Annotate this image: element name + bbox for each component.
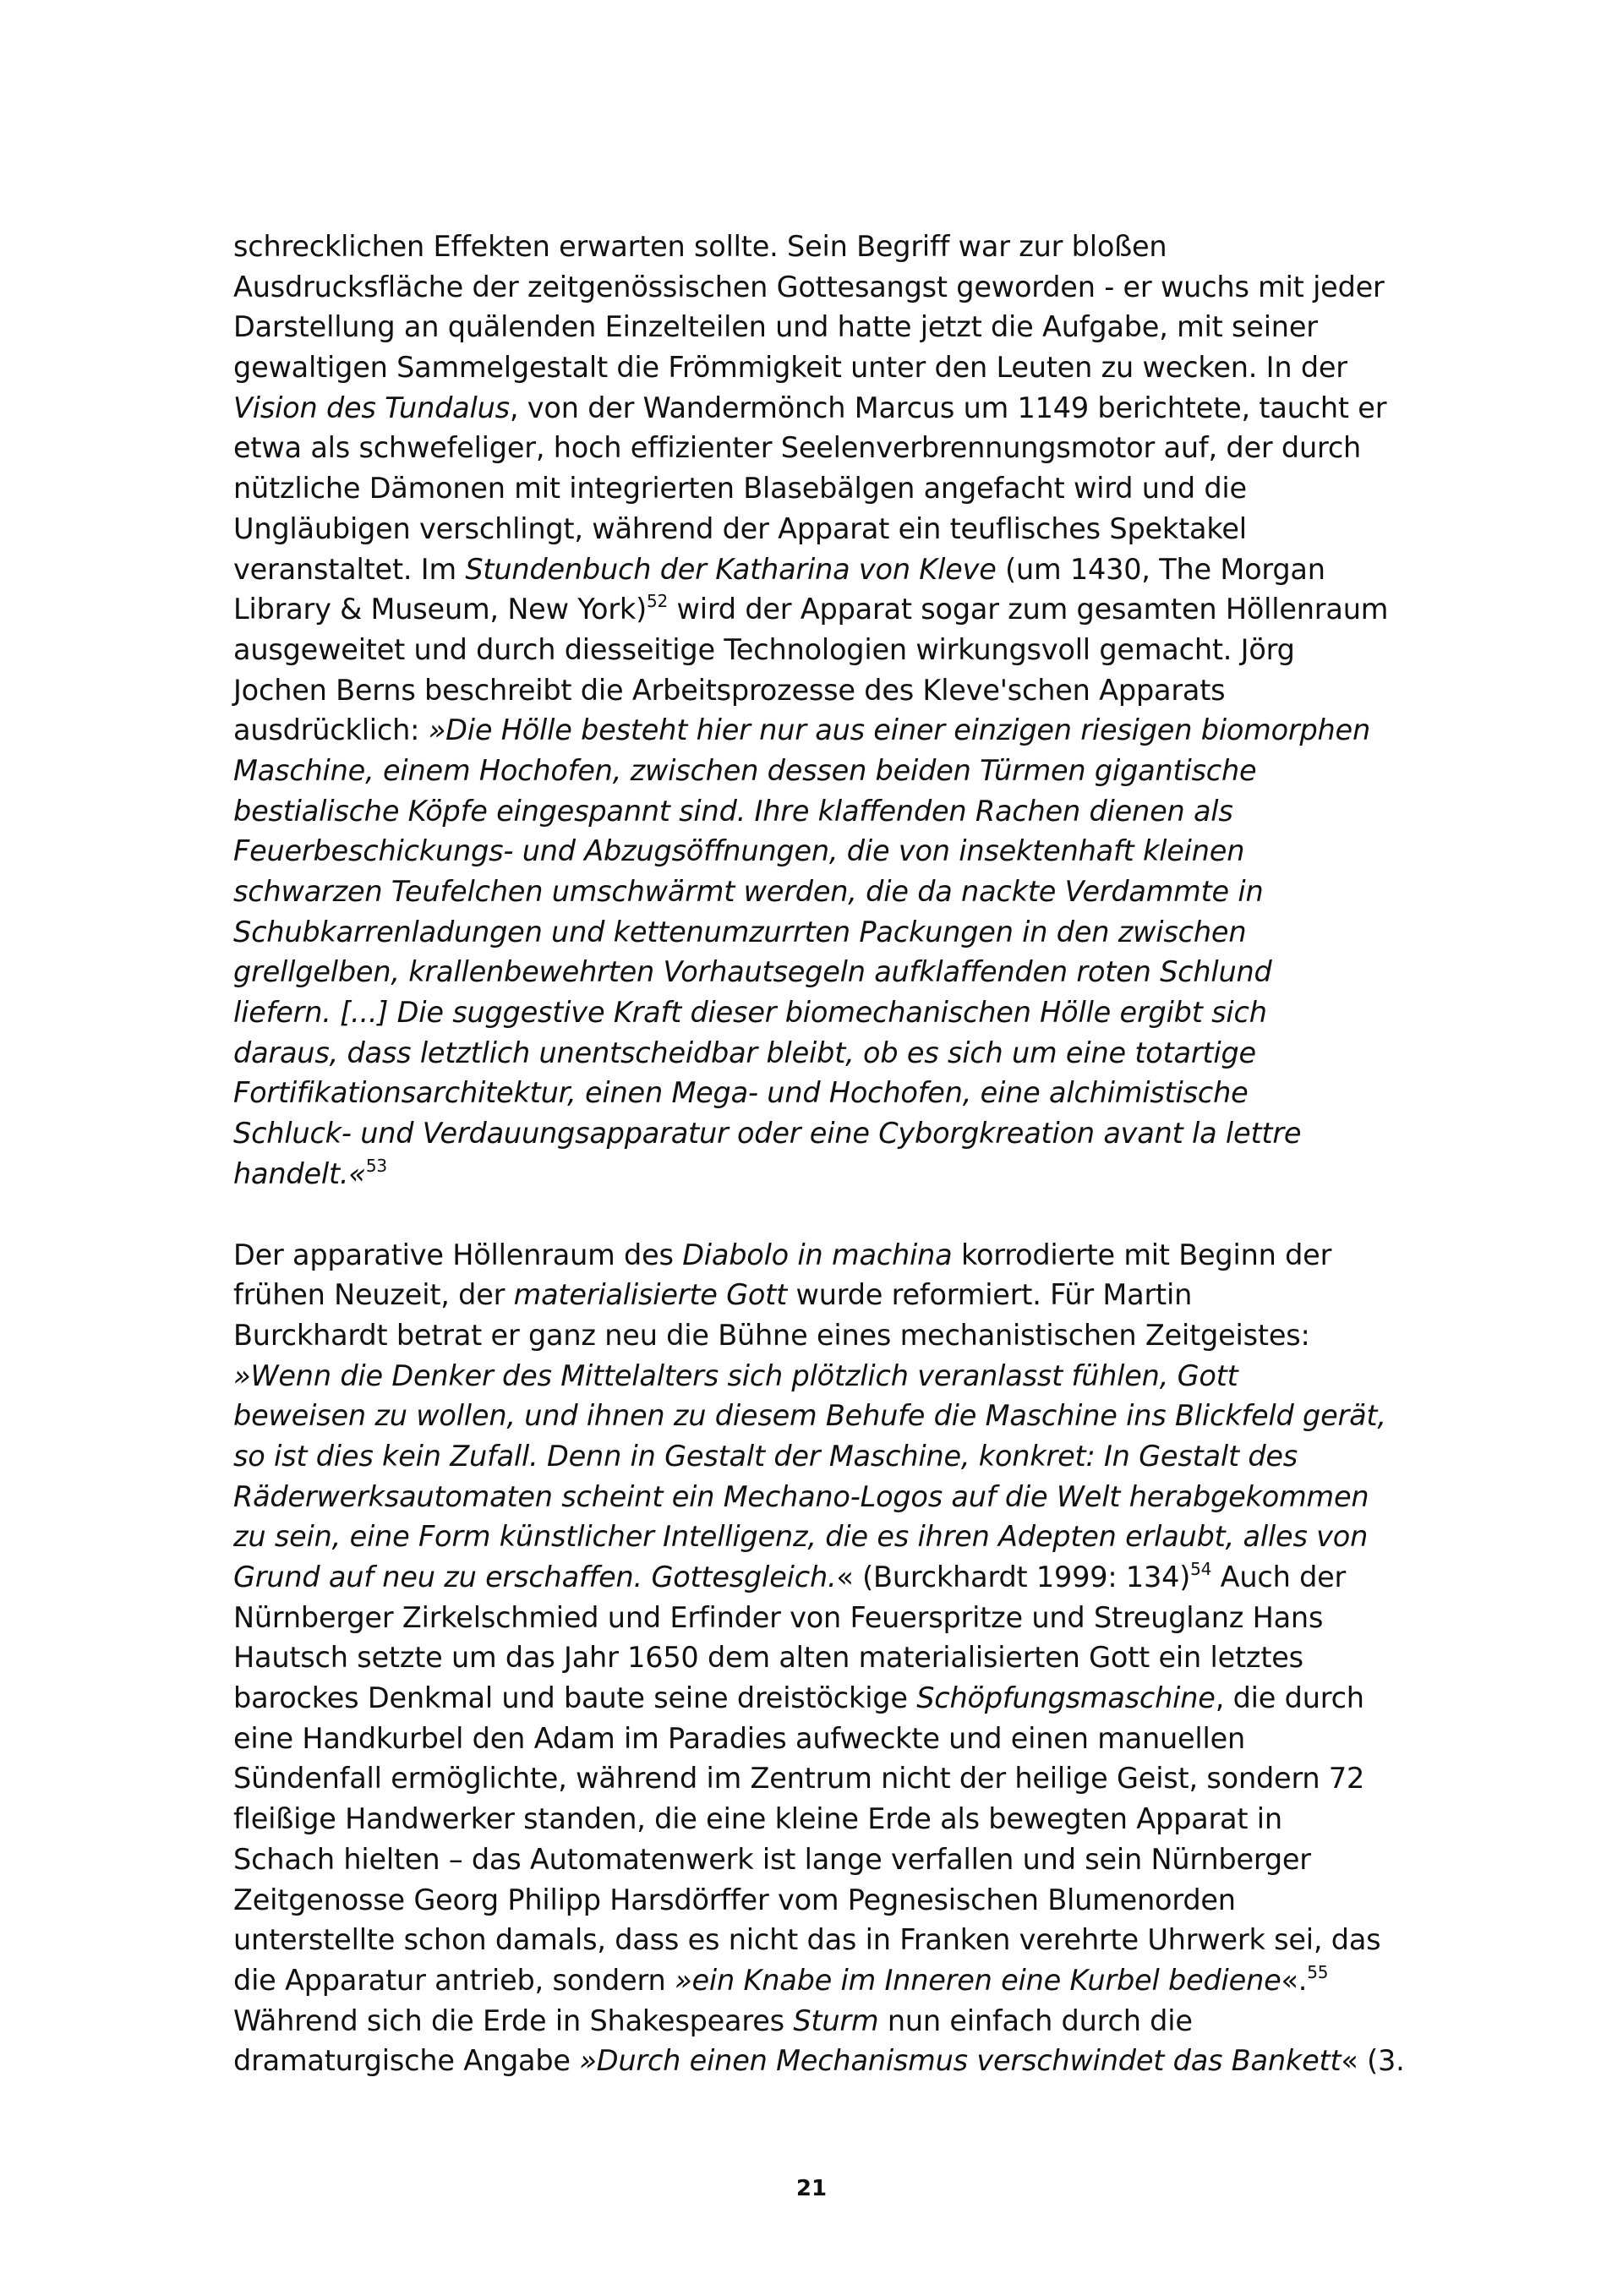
italic-text: Sturm xyxy=(793,2004,879,2037)
text-line xyxy=(233,1436,1408,1477)
text-run: barockes Denkmal und baute seine dreistöckige xyxy=(233,1681,917,1715)
text-line xyxy=(233,670,1408,711)
text-line xyxy=(233,1799,1408,1840)
italic-text: Grund auf neu zu erschaffen. Gottesgleich. xyxy=(233,1561,837,1594)
text-line xyxy=(233,307,1408,347)
text-run: Auch der xyxy=(1211,1561,1347,1594)
text-run: nun einfach durch die xyxy=(878,2004,1193,2037)
italic-text: liefern. [...] Die suggestive Kraft dieser biomechanischen Hölle ergibt sich xyxy=(233,996,1267,1030)
italic-text: Schöpfungsmaschine xyxy=(916,1681,1216,1715)
italic-text: materialisierte Gott xyxy=(513,1278,788,1312)
italic-text: beweisen zu wollen, und ihnen zu diesem Behufe die Maschine ins Blickfeld gerät, xyxy=(233,1399,1386,1433)
text-run: « (3. xyxy=(1341,2044,1405,2078)
text-line xyxy=(233,227,1408,267)
paragraph-materialized-god xyxy=(233,1235,1408,2081)
text-line xyxy=(233,1960,1408,2001)
italic-text: grellgelben, krallenbewehrten Vorhautsegeln aufklaffenden roten Schlund xyxy=(233,955,1272,989)
text-line xyxy=(233,791,1408,832)
text-line xyxy=(233,1758,1408,1799)
text-run: nützliche Dämonen mit integrierten Blasebälgen angefacht wird und die xyxy=(233,472,1247,506)
text-line xyxy=(233,1719,1408,1759)
text-run: Jochen Berns beschreibt die Arbeitsprozesse des Kleve'schen Apparats xyxy=(233,673,1226,707)
text-run: Nürnberger Zirkelschmied und Erfinder von Feuerspritze und Streuglanz Hans xyxy=(233,1600,1324,1634)
text-run: Darstellung an quälenden Einzelteilen und hatte jetzt die Aufgabe, mit seiner xyxy=(233,310,1318,344)
text-line xyxy=(233,1113,1408,1154)
text-run: Ungläubigen verschlingt, während der Apparat ein teuflisches Spektakel xyxy=(233,511,1247,545)
text-line xyxy=(233,388,1408,429)
text-line xyxy=(233,468,1408,509)
text-line xyxy=(233,2001,1408,2042)
text-run: unterstellte schon damals, dass es nicht das in Franken verehrte Uhrwerk sei, das xyxy=(233,1923,1381,1957)
text-line xyxy=(233,1637,1408,1678)
text-run: die Apparatur antrieb, sondern xyxy=(233,1963,675,1997)
text-line xyxy=(233,831,1408,872)
text-line xyxy=(233,1517,1408,1557)
text-line xyxy=(233,751,1408,791)
text-line xyxy=(233,1315,1408,1356)
italic-text: »Wenn die Denker des Mittelalters sich plötzlich veranlasst fühlen, Gott xyxy=(233,1358,1238,1392)
text-run: Library & Museum, New York) xyxy=(233,593,647,626)
text-run: wird der Apparat sogar zum gesamten Höllenraum xyxy=(668,593,1389,626)
text-run: (um 1430, The Morgan xyxy=(996,552,1325,586)
italic-text: Schubkarrenladungen und kettenumzurrten Packungen in den zwischen xyxy=(233,915,1247,948)
text-run: Während sich die Erde in Shakespeares xyxy=(233,2004,794,2037)
text-line xyxy=(233,912,1408,953)
text-line xyxy=(233,992,1408,1033)
text-line xyxy=(233,1880,1408,1921)
text-run: Burckhardt betrat er ganz neu die Bühne eines mechanistischen Zeitgeistes: xyxy=(233,1318,1310,1352)
text-line xyxy=(233,428,1408,468)
text-run: Ausdrucksfläche der zeitgenössischen Gottesangst geworden - er wuchs mit jeder xyxy=(233,270,1385,303)
text-line xyxy=(233,952,1408,992)
italic-text: Fortifikationsarchitektur, einen Mega- und Hochofen, eine alchimistische xyxy=(233,1076,1249,1110)
italic-text: Maschine, einem Hochofen, zwischen dessen beiden Türmen gigantische xyxy=(233,753,1257,787)
page-number: 21 xyxy=(795,2176,828,2201)
text-line xyxy=(233,1154,1408,1194)
italic-text: Vision des Tundalus xyxy=(233,391,510,424)
text-run: Der apparative Höllenraum des xyxy=(233,1238,683,1271)
italic-text: bestialische Köpfe eingespannt sind. Ihre klaffenden Rachen dienen als xyxy=(233,794,1233,828)
text-run: ausdrücklich: xyxy=(233,713,429,747)
text-run: Hautsch setzte um das Jahr 1650 dem alten materialisierten Gott ein letztes xyxy=(233,1641,1303,1675)
text-line xyxy=(233,509,1408,549)
italic-text: »ein Knabe im Inneren eine Kurbel bediene xyxy=(674,1963,1281,1997)
italic-text: schwarzen Teufelchen umschwärmt werden, die da nackte Verdammte in xyxy=(233,875,1264,908)
text-line xyxy=(233,872,1408,912)
text-run: Schach hielten – das Automatenwerk ist lange verfallen und sein Nürnberger xyxy=(233,1842,1311,1876)
text-line xyxy=(233,589,1408,630)
text-line xyxy=(233,1477,1408,1517)
text-line xyxy=(233,1033,1408,1074)
text-line xyxy=(233,549,1408,590)
text-run: korrodierte mit Beginn der xyxy=(952,1238,1332,1271)
footnote-reference: 55 xyxy=(1307,1961,1329,1982)
italic-text: Räderwerksautomaten scheint ein Mechano-Logos auf die Welt herabgekommen xyxy=(233,1479,1369,1513)
italic-text: Diabolo in machina xyxy=(682,1238,953,1271)
text-line xyxy=(233,630,1408,670)
text-line xyxy=(233,1356,1408,1397)
text-run: gewaltigen Sammelgestalt die Frömmigkeit unter den Leuten zu wecken. In der xyxy=(233,351,1347,385)
italic-text: zu sein, eine Form künstlicher Intelligenz, die es ihren Adepten erlaubt, alles von xyxy=(233,1520,1369,1554)
italic-text: daraus, dass letztlich unentscheidbar bleibt, ob es sich um eine totartige xyxy=(233,1036,1256,1069)
text-line xyxy=(233,1396,1408,1436)
italic-text: »Die Hölle besteht hier nur aus einer einzigen riesigen biomorphen xyxy=(428,713,1371,747)
text-run: fleißige Handwerker standen, die eine kleine Erde als bewegten Apparat in xyxy=(233,1802,1282,1836)
text-line xyxy=(233,1678,1408,1719)
text-line xyxy=(233,267,1408,308)
text-run: frühen Neuzeit, der xyxy=(233,1278,514,1312)
paragraph-hell-machine xyxy=(233,227,1408,1194)
text-run: « (Burckhardt 1999: 134) xyxy=(836,1561,1191,1594)
text-line xyxy=(233,2041,1408,2081)
footnote-reference: 53 xyxy=(365,1155,387,1176)
text-line xyxy=(233,1920,1408,1960)
text-line xyxy=(233,1235,1408,1276)
footnote-reference: 54 xyxy=(1190,1559,1212,1579)
text-run: etwa als schwefeliger, hoch effizienter Seelenverbrennungsmotor auf, der durch xyxy=(233,431,1362,465)
italic-text: Stundenbuch der Katharina von Kleve xyxy=(465,552,997,586)
italic-text: so ist dies kein Zufall. Denn in Gestalt der Maschine, konkret: In Gestalt des xyxy=(233,1439,1298,1473)
italic-text: handelt.« xyxy=(233,1156,366,1190)
text-line xyxy=(233,1557,1408,1598)
text-line xyxy=(233,1840,1408,1880)
text-run: veranstaltet. Im xyxy=(233,552,466,586)
text-run: Sündenfall ermöglichte, während im Zentrum nicht der heilige Geist, sondern 72 xyxy=(233,1762,1365,1796)
text-run: wurde reformiert. Für Martin xyxy=(787,1278,1193,1312)
text-run: «. xyxy=(1281,1963,1308,1997)
text-line xyxy=(233,347,1408,388)
text-run: eine Handkurbel den Adam im Paradies aufweckte und einen manuellen xyxy=(233,1721,1246,1755)
text-line xyxy=(233,1598,1408,1638)
text-line xyxy=(233,1073,1408,1113)
text-line xyxy=(233,710,1408,751)
text-line xyxy=(233,1275,1408,1315)
italic-text: Feuerbeschickungs- und Abzugsöffnungen, die von insektenhaft kleinen xyxy=(233,834,1245,868)
text-run: dramaturgische Angabe xyxy=(233,2044,580,2078)
text-run: Zeitgenosse Georg Philipp Harsdörffer vom Pegnesischen Blumenorden xyxy=(233,1883,1236,1916)
text-run: , von der Wandermönch Marcus um 1149 berichtete, taucht er xyxy=(509,391,1387,424)
footnote-reference: 52 xyxy=(647,591,669,612)
text-run: , die durch xyxy=(1215,1681,1364,1715)
italic-text: »Durch einen Mechanismus verschwindet das Bankett xyxy=(579,2044,1342,2078)
document-body xyxy=(233,227,1408,2081)
text-run: schrecklichen Effekten erwarten sollte. Sein Begriff war zur bloßen xyxy=(233,230,1167,263)
text-run: ausgeweitet und durch diesseitige Technologien wirkungsvoll gemacht. Jörg xyxy=(233,632,1295,666)
paragraph-gap xyxy=(233,1194,1408,1235)
italic-text: Schluck- und Verdauungsapparatur oder eine Cyborgkreation avant la lettre xyxy=(233,1117,1302,1151)
